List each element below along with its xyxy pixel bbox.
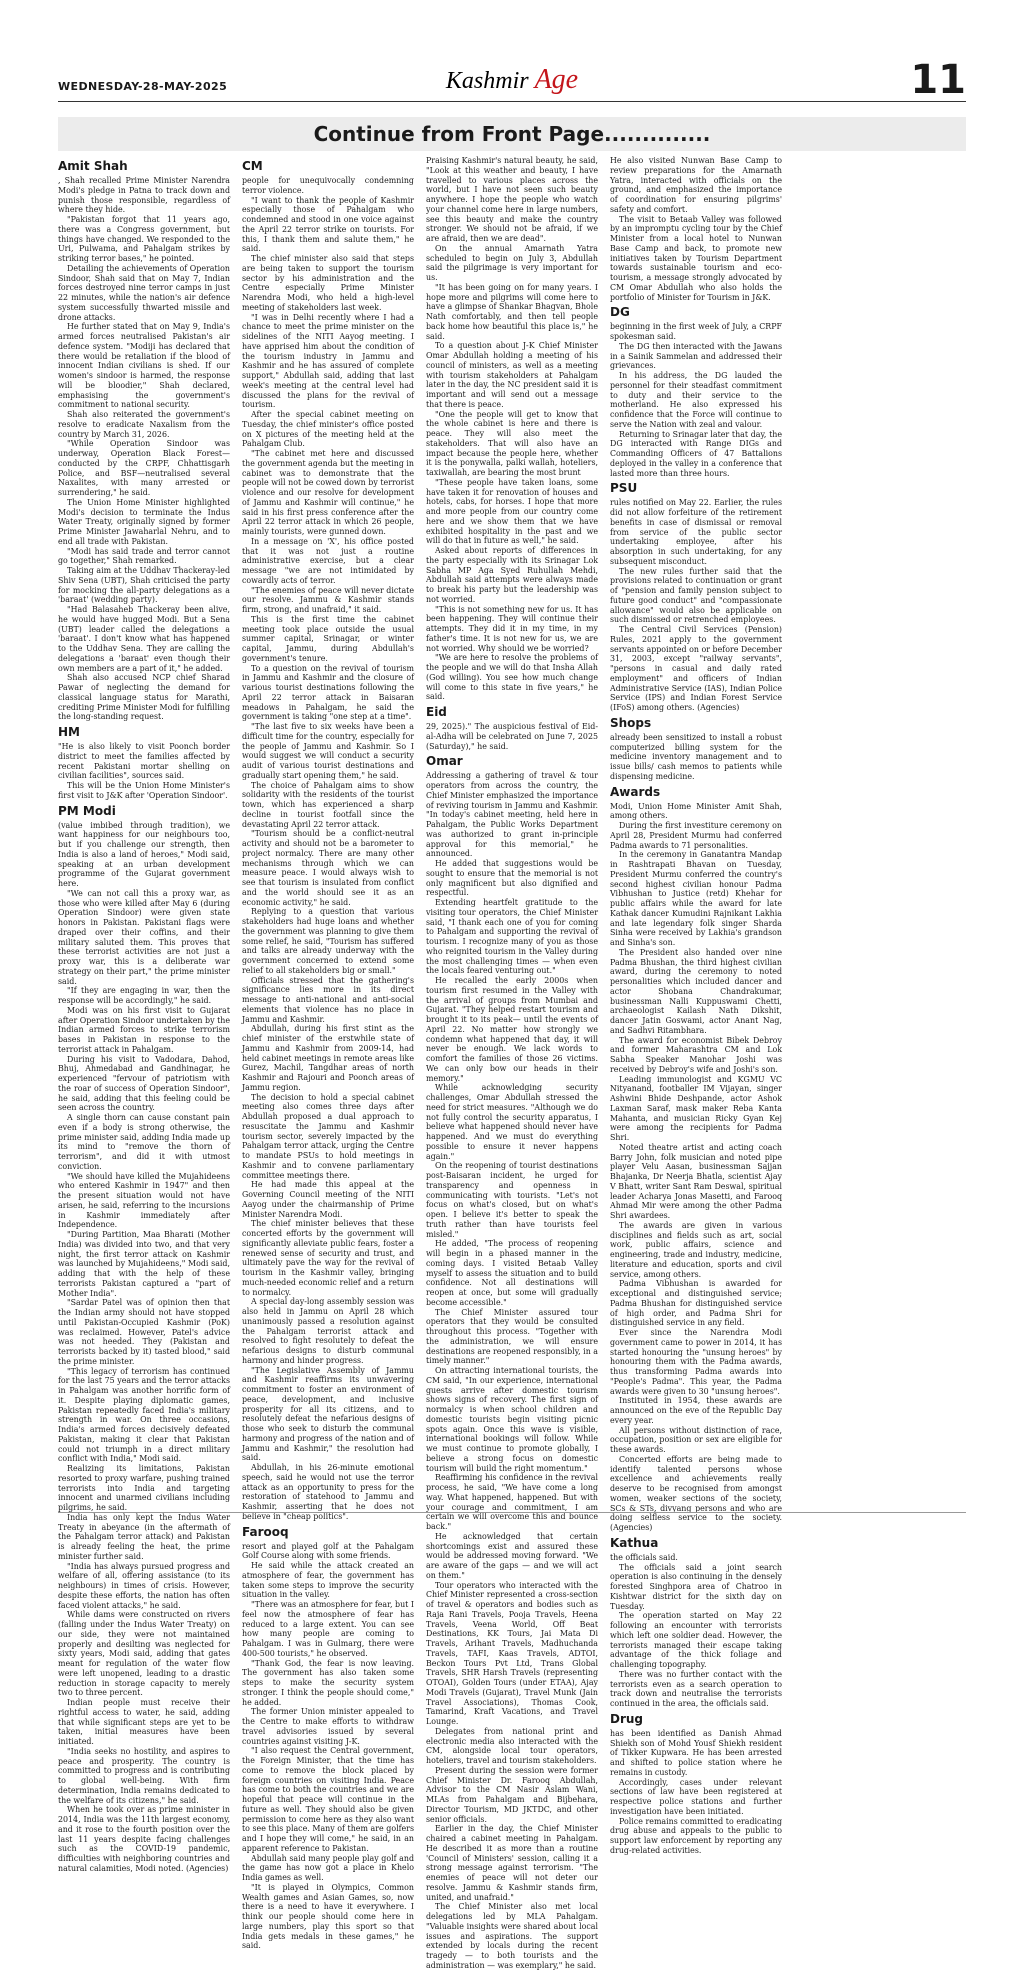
story-paragraph: Instituted in 1954, these awards are announced on the eve of the Republic Day every year. [610, 1396, 782, 1425]
story-paragraph: On attracting international tourists, the CM said, "In our experience, international guests arrive after domestic tourism shows signs of recovery. The first sign of normalcy is when school children and domestic tourists begin visiting picnic spots again. Once this wave is visible, international bookings will follow. While we must continue to promote globally, I believe a strong focus on domestic tourism will build the right momentum." [426, 1366, 598, 1473]
story-paragraph: The new rules further said that the provisions related to continuation or grant of "pension and family pension subject to future good conduct" and "compassionate allowance" would also be applicable on such dismissed or retrenched employees. [610, 566, 782, 625]
story-paragraph: While acknowledging security challenges, Omar Abdullah stressed the need for strict measures. "Although we do not fully control the security apparatus, I believe what happened should never have happened. And we must do everything possible to ensure it never happens again." [426, 1083, 598, 1161]
story-paragraph: "He is also likely to visit Poonch border district to meet the families affected by recent Pakistani mortar shelling on civilian facilities", sources said. [58, 742, 230, 781]
column-2 [242, 156, 414, 1951]
story-paragraph: "Sardar Patel was of opinion then that the Indian army should not have stopped until Pakistan-Occupied Kashmir (PoK) was reclaimed. However, Patel's advice was not heeded. They (Pakistan and terrorists backed by it) tasted blood," said the prime minister. [58, 1298, 230, 1366]
story-paragraph: In his address, the DG lauded the personnel for their steadfast commitment to duty and their service to the motherland. He also expressed his confidence that the Force will continue to serve the Nation with zeal and valour. [610, 371, 782, 429]
article-columns [58, 156, 966, 1970]
story-paragraph: The visit to Betaab Valley was followed by an impromptu cycling tour by the Chief Minister from a local hotel to Nunwan Base Camp and back, to promote new initiatives taken by Tourism Department towards sustainable tourism and eco-tourism, a message strongly advocated by CM Omar Abdullah who also holds the portfolio of Minister for Tourism in J&K. [610, 214, 782, 302]
section-banner: Continue from Front Page.............. [58, 117, 966, 151]
story-paragraph: Abdullah, in his 26-minute emotional speech, said he would not use the terror attack as an opportunity to press for the restoration of statehood to Jammu and Kashmir, asserting that he does not believe in "cheap politics". [242, 1463, 414, 1521]
story-heading: Farooq [242, 1524, 289, 1539]
story-paragraph: The DG then interacted with the Jawans in a Sainik Sammelan and addressed their grievances. [610, 341, 782, 371]
story-paragraph: "Pakistan forgot that 11 years ago, there was a Congress government, but things have changed. We responded to the Uri, Pulwama, and Pahalgam strikes by striking terror bases," he pointed. [58, 215, 230, 263]
story-paragraph: To a question about J-K Chief Minister Omar Abdullah holding a meeting of his council of ministers, as well as a meeting with tourism stakeholders at Pahalgam later in the day, the NC president said it is important and will send out a message that there is peace. [426, 341, 598, 409]
story-paragraph: "I also request the Central government, the Foreign Minister, that the time has come to remove the block placed by foreign countries on visiting India. Peace has come to both the countries and we are hopeful that peace will continue in the future as well. They should also be given permission to come here as they also want to see this place. Many of them are golfers and I hope they will come," he said, in an apparent reference to Pakistan. [242, 1746, 414, 1853]
story-paragraph: "If they are engaging in war, then the response will be accordingly," he said. [58, 986, 230, 1005]
story-heading: DG [610, 305, 630, 320]
story-heading: PSU [610, 481, 638, 496]
story-paragraph: Noted theatre artist and acting coach Barry John, folk musician and noted pipe player Velu Aasan, businessman Sajjan Bhajanka, Dr Neerja Bhatla, scientist Ajay V Bhatt, writer Sant Ram Deswal, spiritual leader Acharya Jonas Masetti, and Farooq Ahmad Mir were among the other Padma Shri awardees. [610, 1142, 782, 1220]
story-paragraph: (value imbibed through tradition), we want happiness for our neighbours too, but if you challenge our strength, then India is also a land of heroes," Modi said, speaking at an urban development programme of the Gujarat government here. [58, 820, 230, 888]
story-paragraph: Ever since the Narendra Modi government came to power in 2014, it has started honouring the "unsung heroes" by honouring them with the Padma awards, thus transforming Padma awards into "People's Padma". This year, the Padma awards were given to 30 "unsung heroes". [610, 1328, 782, 1396]
story-paragraph: Modi was on his first visit to Gujarat after Operation Sindoor undertaken by the Indian armed forces to strike terrorism bases in Pakistan in response to the terrorist attack in Pahalgam. [58, 1005, 230, 1054]
story-paragraph: Indian people must receive their rightful access to water, he said, adding that while significant steps are yet to be taken, initial measures have been initiated. [58, 1698, 230, 1746]
story-paragraph: In the ceremony in Ganatantra Mandap in Rashtrapati Bhavan on Tuesday, President Murmu conferred the country's second highest civilian honour Padma Vibhushan to Justice (retd) Khehar for public affairs while the award for late Kathak dancer Kumudini Rajnikant Lakhia and late legendary folk singer Sharda Sinha were received by Lakhia's grandson and Sinha's son. [610, 850, 782, 947]
story-paragraph: "Modi has said trade and terror cannot go together," Shah remarked. [58, 546, 230, 566]
story-paragraph: A single thorn can cause constant pain even if a body is strong otherwise, the prime minister said, adding India made up its mind to "remove the thorn of terrorism", and did it with utmost conviction. [58, 1113, 230, 1171]
story-paragraph: He also visited Nunwan Base Camp to review preparations for the Amarnath Yatra, interacted with officials on the ground, and emphasized the importance of coordination for ensuring pilgrims' safety and comfort. [610, 156, 782, 214]
story-paragraph: already been sensitized to install a robust computerized billing system for the medicine inventory management and to issue bills/ cash memos to patients while dispensing medicine. [610, 732, 782, 781]
story-paragraph: The former Union minister appealed to the Centre to make efforts to withdraw travel advisories issued by several countries against visiting J-K. [242, 1707, 414, 1746]
story-heading: Kathua [610, 1535, 659, 1550]
story-paragraph: "We can not call this a proxy war, as those who were killed after May 6 (during Operation Sindoor) were given state honors in Pakistan. Pakistani flags were draped over their coffins, and their military saluted them. This proves that these terrorist activities are not just a proxy war, this is a deliberate war strategy on their part," the prime minister said. [58, 888, 230, 986]
story-paragraph: "This is not something new for us. It has been happening. They will continue their attempts. They did it in my time, in my father's time. It is not new for us, we are not worried. Why should we be worried? [426, 604, 598, 653]
story-paragraph: "The Legislative Assembly of Jammu and Kashmir reaffirms its unwavering commitment to foster an environment of peace, development, and inclusive prosperity for all its citizens, and to resolutely defeat the nefarious designs of those who seek to disturb the communal harmony and progress of the nation and of Jammu and Kashmir," the resolution had said. [242, 1365, 414, 1463]
story-paragraph: While dams were constructed on rivers (falling under the Indus Water Treaty) on our side, they were not maintained properly and desilting was neglected for sixty years, Modi said, adding that gates meant for regulation of the water flow were left unopened, leading to a drastic reduction in storage capacity to merely two to three percent. [58, 1610, 230, 1698]
story-paragraph: He recalled the early 2000s when tourism first resumed in the Valley with the arrival of groups from Mumbai and Gujarat. "They helped restart tourism and brought it to its peak— until the events of April 22. No matter how strongly we condemn what happened that day, it will never be enough. We lack words to comfort the families of those 26 victims. We can only bow our heads in their memory." [426, 976, 598, 1083]
story-paragraph: The chief minister also said that steps are being taken to support the tourism sector by his administration and the Centre especially Prime Minister Narendra Modi, who held a high-level meeting of stakeholders last week. [242, 254, 414, 312]
story-paragraph: "Had Balasaheb Thackeray been alive, he would have hugged Modi. But a Sena (UBT) leader called the delegations a 'baraat'. I don't know what has happened to the Uddhav Sena. They are calling the delegations a 'baraat' even though their own members are a part of it," he added. [58, 605, 230, 673]
story-paragraph: Leading immunologist and KGMU VC Nityanand, footballer IM Vijayan, singer Ashwini Bhide Deshpande, actor Ashok Laxman Saraf, mask maker Reba Kanta Mahanta, and musician Ricky Gyan Kej were among the recipients for Padma Shri. [610, 1074, 782, 1142]
story-heading: Omar [426, 754, 463, 769]
story-paragraph: Concerted efforts are being made to identify talented persons whose excellence and achievements really deserve to be recognised from amongst women, weaker sections of the society, SCs & STs, divyang persons and who are doing selfless service to the society. (Agencies) [610, 1454, 782, 1532]
logo-word-kashmir: Kashmir [445, 68, 529, 94]
story-paragraph: Praising Kashmir's natural beauty, he said, "Look at this weather and beauty, I have travelled to various places across the world, but I have not seen such beauty anywhere. I hope the people who watch your channel come here in large numbers, see this beauty and make the country stronger. We should not be afraid, if we are afraid, then we are dead". [426, 156, 598, 243]
story-paragraph: He said while the attack created an atmosphere of fear, the government has taken some steps to improve the security situation in the valley. [242, 1561, 414, 1600]
story-paragraph: This will be the Union Home Minister's first visit to J&K after 'Operation Sindoor'. [58, 781, 230, 800]
story-paragraph: rules notified on May 22. Earlier, the rules did not allow forfeiture of the retirement benefits in case of dismissal or removal from service of the public sector undertaking employee, after his absorption in such undertaking, for any subsequent misconduct. [610, 498, 782, 566]
story-paragraph: The award for economist Bibek Debroy and former Maharashtra CM and Lok Sabha Speaker Manohar Joshi was received by Debroy's wife and Joshi's son. [610, 1035, 782, 1074]
story-paragraph: Realizing its limitations, Pakistan resorted to proxy warfare, pushing trained terrorists into India and targeting innocent and unarmed civilians including pilgrims, he said. [58, 1464, 230, 1512]
story-heading: Eid [426, 705, 447, 719]
story-paragraph: "India seeks no hostility, and aspires to peace and prosperity. The country is committed to progress and is contributing to global well-being. With firm determination, India remains dedicated to the welfare of its citizens," he said. [58, 1746, 230, 1805]
story-heading: HM [58, 725, 80, 739]
story-paragraph: During the first investiture ceremony on April 28, President Murmu had conferred Padma awards to 71 personalities. [610, 821, 782, 850]
story-paragraph: The Central Civil Services (Pension) Rules, 2021 apply to the government servants appointed on or before December 31, 2003, except "railway servants", "persons in casual and daily rated employment" and officers of Indian Administrative Service (IAS), Indian Police Service (IPS) and Indian Forest Service (IFoS) among others. (Agencies) [610, 625, 782, 712]
story-paragraph: This is the first time the cabinet meeting took place outside the usual summer capital, Srinagar, or winter capital, Jammu, during Abdullah's government's tenure. [242, 614, 414, 663]
story-paragraph: He had made this appeal at the Governing Council meeting of the NITI Aayog under the chairmanship of Prime Minister Narendra Modi. [242, 1180, 414, 1219]
page-number: 11 [910, 57, 966, 103]
masthead [58, 56, 966, 103]
story-paragraph: Abdullah said many people play golf and the game has now got a place in Khelo India games as well. [242, 1853, 414, 1882]
story-paragraph: A special day-long assembly session was also held in Jammu on April 28 which unanimously passed a resolution against the Pahalgam terrorist attack and resolved to fight resolutely to defeat the nefarious designs to disturb communal harmony and hinder progress. [242, 1297, 414, 1365]
story-paragraph: Police remains committed to eradicating drug abuse and appeals to the public to support law enforcement by reporting any drug-related activities. [610, 1816, 782, 1855]
story-paragraph: In a message on 'X', his office posted that it was not just a routine administrative exercise, but a clear message "we are not intimidated by cowardly acts of terror. [242, 536, 414, 585]
story-paragraph: Extending heartfelt gratitude to the visiting tour operators, the Chief Minister said, "I thank each one of you for coming to Pahalgam and supporting the revival of tourism. I recognize many of you as those who reignited tourism in the Valley during the most challenging times — when even the locals feared venturing out." [426, 898, 598, 976]
story-paragraph: The Chief Minister assured tour operators that they would be consulted throughout this process. "Together with the administration, we will ensure destinations are reopened responsibly, in a timely manner." [426, 1307, 598, 1366]
story-paragraph: He added, "The process of reopening will begin in a phased manner in the coming days. I visited Betaab Valley myself to assess the situation and to build confidence. Not all destinations will reopen at once, but some will gradually become accessible." [426, 1239, 598, 1307]
story-paragraph: "It has been going on for many years. I hope more and pilgrims will come here to have a glimpse of Shankar Bhagvan, Bhole Nath comfortably, and then tell people back home how beautiful this place is," he said. [426, 282, 598, 341]
story-paragraph: Reaffirming his confidence in the revival process, he said, "We have come a long way. What happened, happened. But with your courage and commitment, I am certain we will overcome this and bounce back." [426, 1473, 598, 1531]
story-paragraph: Returning to Srinagar later that day, the DG interacted with Range DIGs and Commanding Officers of 47 Battalions deployed in the valley in a conference that lasted more than three hours. [610, 429, 782, 478]
story-heading: Shops [610, 715, 652, 730]
story-paragraph: Present during the session were former Chief Minister Dr. Farooq Abdullah, Advisor to the CM Nasir Aslam Wani, MLAs from Pahalgam and Bijbehara, Director Tourism, MD JKTDC, and other senior officials. [426, 1765, 598, 1824]
story-paragraph: "Thank God, the fear is now leaving. The government has also taken some steps to make the security system stronger. I think the people should come," he added. [242, 1658, 414, 1707]
story-paragraph: When he took over as prime minister in 2014, India was the 11th largest economy, and it rose to the fourth position over the last 11 years despite facing challenges such as the COVID-19 pandemic, difficulties with neighboring countries and natural calamities, Modi noted. (Agencies) [58, 1805, 230, 1873]
column-4 [610, 156, 782, 1855]
dateline: WEDNESDAY-28-MAY-2025 [58, 80, 228, 93]
story-paragraph: "The enemies of peace will never dictate our resolve. Jammu & Kashmir stands firm, strong, and unafraid," it said. [242, 585, 414, 614]
story-paragraph: The operation started on May 22 following an encounter with terrorists which left one soldier dead. However, the terrorists managed their escape taking advantage of the thick foliage and challenging topography. [610, 1611, 782, 1669]
story-paragraph: "During Partition, Maa Bharati (Mother India) was divided into two, and that very night, the first terror attack on Kashmir was launched by Mujahideens," Modi said, adding that with the help of these terrorists Pakistan captured a "part of Mother India". [58, 1230, 230, 1298]
story-paragraph: The chief minister believes that these concerted efforts by the government will significantly alleviate public fears, foster a renewed sense of security and trust, and ultimately pave the way for the revival of tourism in the Kashmir valley, bringing much-needed economic relief and a return to normalcy. [242, 1219, 414, 1297]
story-paragraph: Officials stressed that the gathering's significance lies more in its direct message to anti-national and anti-social elements that violence has no place in Jammu and Kashmir. [242, 975, 414, 1024]
story-paragraph: "We are here to resolve the problems of the people and we will do that Insha Allah (God willing). You see how much change will come to this state in five years," he said. [426, 653, 598, 702]
story-paragraph: Addressing a gathering of travel & tour operators from across the country, the Chief Minister emphasized the importance of reviving tourism in Jammu and Kashmir. "In today's cabinet meeting, held here in Pahalgam, the Public Works Department was authorized to grant in-principle approval for this memorial," he announced. [426, 771, 598, 859]
story-paragraph: The Union Home Minister highlighted Modi's decision to terminate the Indus Water Treaty, originally signed by former Prime Minister Jawaharlal Nehru, and to end all trade with Pakistan. [58, 497, 230, 546]
story-heading: CM [242, 159, 263, 173]
story-paragraph: The choice of Pahalgam aims to show solidarity with the residents of the tourist town, which has experienced a sharp decline in tourist footfall since the devastating April 22 terror attack. [242, 780, 414, 829]
story-paragraph: "There was an atmosphere for fear, but I feel now the atmosphere of fear has reduced to a large extent. You can see how many people are coming to Pahalgam. I was in Gulmarg, there were 400-500 tourists," he observed. [242, 1600, 414, 1658]
masthead-rule [58, 101, 966, 102]
story-paragraph: "While Operation Sindoor was underway, Operation Black Forest—conducted by the CRPF, Chhattisgarh Police, and BSF—neutralised several Naxalites, with many arrested or surrendering," he said. [58, 439, 230, 497]
story-paragraph: The Chief Minister also met local delegations led by MLA Pahalgam. "Valuable insights were shared about local issues and aspirations. The support extended by locals during the recent tragedy — to both tourists and the administration — was exemplary," he said. [426, 1902, 598, 1970]
story-paragraph: "It is played in Olympics, Common Wealth games and Asian Games, so, now there is a need to have it everywhere. I think our people should come here in large numbers, play this sport so that India gets medals in these games," he said. [242, 1882, 414, 1951]
story-paragraph: After the special cabinet meeting on Tuesday, the chief minister's office posted on X pictures of the meeting held at the Pahalgam Club. [242, 410, 414, 449]
story-paragraph: "These people have taken loans, some have taken it for renovation of houses and hotels, cabs, for horses. I hope that more and more people from our country come here and we show them that we have exhibited hospitality in the past and we will do that in future as well," he said. [426, 477, 598, 546]
story-heading: PM Modi [58, 803, 116, 818]
story-paragraph: The decision to hold a special cabinet meeting also comes three days after Abdullah proposed a dual approach to resuscitate the Jammu and Kashmir tourism sector, severely impacted by the Pahalgam terror attack, urging the Centre to mandate PSUs to hold meetings in Kashmir and to convene parliamentary committee meetings there. [242, 1092, 414, 1180]
logo-word-age: Age [534, 64, 579, 95]
story-paragraph: Modi, Union Home Minister Amit Shah, among others. [610, 801, 782, 821]
story-paragraph: The awards are given in various disciplines and fields such as art, social work, public affairs, science and engineering, trade and industry, medicine, literature and education, sports and civil service, among others. [610, 1220, 782, 1279]
story-paragraph: Replying to a question that various stakeholders had huge loans and whether the government was planning to give them some relief, he said, "Tourism has suffered and talks are already underway with the government concerned to extend some relief to all stakeholders big or small." [242, 907, 414, 975]
story-paragraph: "The cabinet met here and discussed the government agenda but the meeting in cabinet was to demonstrate that the people will not be cowed down by terrorist violence and our resolve for development of Jammu and Kashmir will continue," he said in his first press conference after the April 22 terror attack in which 26 people, mainly tourists, were gunned down. [242, 449, 414, 536]
story-paragraph: Tour operators who interacted with the Chief Minister represented a cross-section of travel & operators and bodies such as Raja Rani Travels, Pooja Travels, Heena Travels, Veena World, Off Beat Destinations, KK Tours, Jai Mata Di Travels, Arihant Travels, Madhuchanda Travels, TAFI, Kaas Travels, ADTOI, Beckon Tours Pvt Ltd, Trans Global Travels, SHR Harsh Travels (representing OTOAI), Golden Tours (under ETAA), Ajay Modi Travels (Gujarat), Travel Munk (Jain Travel Associations), Thomas Cook, Tamarind, Kraft Vacations, and Travel Lounge. [426, 1580, 598, 1726]
story-paragraph: The President also handed over nine Padma Bhushan, the third highest civilian award, during the ceremony to noted personalities which included dancer and actor Shobana Chandrakumar, businessman Nalli Kuppuswami Chetti, archaeologist Kailash Nath Dikshit, dancer Jatin Goswami, actor Anant Nag, and Sadhvi Ritambhara. [610, 947, 782, 1035]
story-heading: Amit Shah [58, 159, 128, 173]
story-paragraph: Shah also accused NCP chief Sharad Pawar of neglecting the demand for classical language status for Marathi, crediting Prime Minister Modi for fulfilling the long-standing request. [58, 673, 230, 722]
story-paragraph: , Shah recalled Prime Minister Narendra Modi's pledge in Patna to track down and punish those responsible, regardless of where they hide. [58, 176, 230, 215]
story-paragraph: During his visit to Vadodara, Dahod, Bhuj, Ahmedabad and Gandhinagar, he experienced "fervour of patriotism with the roar of success of Operation Sindoor", he said, adding that this feeling could be seen across the country. [58, 1054, 230, 1113]
story-paragraph: There was no further contact with the terrorists even as a search operation to track down and neutralise the terrorists continued in the area, the officials said. [610, 1669, 782, 1708]
story-paragraph: "I was in Delhi recently where I had a chance to meet the prime minister on the sidelines of the NITI Aayog meeting. I have apprised him about the condition of the tourism industry in Jammu and Kashmir and he has assured of complete support," Abdullah said, adding that last week's meeting at the central level had discussed the plans for the revival of tourism. [242, 312, 414, 410]
story-paragraph: 29, 2025)." The auspicious festival of Eid-al-Adha will be celebrated on June 7, 2025 (Saturday)," he said. [426, 722, 598, 751]
story-paragraph: He acknowledged that certain shortcomings exist and assured these would be addressed moving forward. "We are aware of the gaps — and we will act on them." [426, 1531, 598, 1580]
footer-rule [58, 1512, 966, 1513]
story-paragraph: beginning in the first week of July, a CRPF spokesman said. [610, 322, 782, 341]
story-paragraph: "One the people will get to know that the whole cabinet is here and there is peace. They will also meet the stakeholders. That will also have an impact because the people here, whether it is the ponywalla, palki wallah, hoteliers, taxiwallah, are bearing the most brunt [426, 409, 598, 477]
newspaper-logo [58, 64, 966, 96]
story-paragraph: India has only kept the Indus Water Treaty in abeyance (in the aftermath of the Pahalgam terror attack) and Pakistan is already feeling the heat, the prime minister further said. [58, 1512, 230, 1561]
story-paragraph: resort and played golf at the Pahalgam Golf Course along with some friends. [242, 1541, 414, 1561]
story-paragraph: To a question on the revival of tourism in Jammu and Kashmir and the closure of various tourist destinations following the April 22 terror attack in Baisaran meadows in Pahalgam, he said the government is taking "one step at a time". [242, 663, 414, 722]
column-3 [426, 156, 598, 1970]
story-paragraph: The officials said a joint search operation is also continuing in the densely forested Singhpora area of Chatroo in Kishtwar district for the sixth day on Tuesday. [610, 1562, 782, 1611]
story-paragraph: Taking aim at the Uddhav Thackeray-led Shiv Sena (UBT), Shah criticised the party for mocking the all-party delegations as a 'baraat' (wedding party). [58, 566, 230, 605]
story-paragraph: He further stated that on May 9, India's armed forces neutralised Pakistan's air defence system. "Modiji has declared that there would be retaliation if the blood of innocent Indian civilians is shed. If our women's sindoor is harmed, the response will be bloodier," Shah declared, emphasising the government's commitment to national security. [58, 322, 230, 410]
story-paragraph: Abdullah, during his first stint as the chief minister of the erstwhile state of Jammu and Kashmir from 2009-14, had held cabinet meetings in remote areas like Gurez, Machil, Tangdhar areas of north Kashmir and Rajouri and Poonch areas of Jammu region. [242, 1024, 414, 1092]
story-paragraph: Delegates from national print and electronic media also interacted with the CM, alongside local tour operators, hoteliers, travel and tourism stakeholders. [426, 1726, 598, 1765]
story-paragraph: On the reopening of tourist destinations post-Baisaran incident, he urged for transparency and openness in communicating with tourists. "Let's not focus on what's closed, but on what's open. I believe it's better to speak the truth rather than have tourists feel misled." [426, 1161, 598, 1239]
column-5 [794, 156, 966, 1506]
story-heading: Drug [610, 1711, 644, 1726]
story-paragraph: "The last five to six weeks have been a difficult time for the country, especially for the people of Jammu and Kashmir. So I would suggest we will conduct a security audit of various tourist destinations and gradually start opening them," he said. [242, 722, 414, 780]
story-paragraph: Padma Vibhushan is awarded for exceptional and distinguished service; Padma Bhushan for distinguished service of high order, and Padma Shri for distinguished service in any field. [610, 1279, 782, 1328]
story-paragraph: Asked about reports of differences in the party especially with its Srinagar Lok Sabha MP Aga Syed Ruhullah Mehdi, Abdullah said attempts were always made to break his party but the leadership was not worried. [426, 546, 598, 604]
story-paragraph: "We should have killed the Mujahideens who entered Kashmir in 1947" and then the present situation would not have arisen, he said, referring to the incursions in Kashmir immediately after Independence. [58, 1171, 230, 1230]
story-paragraph: Earlier in the day, the Chief Minister chaired a cabinet meeting in Pahalgam. He described it as more than a routine 'Council of Ministers' session, calling it a strong message against terrorism. "The enemies of peace will not deter our resolve. Jammu & Kashmir stands firm, united, and unafraid." [426, 1824, 598, 1902]
story-paragraph: the officials said. [610, 1552, 678, 1562]
story-heading: Awards [610, 784, 661, 799]
story-paragraph: Shah also reiterated the government's resolve to eradicate Naxalism from the country by March 31, 2026. [58, 410, 230, 439]
story-paragraph: Detailing the achievements of Operation Sindoor, Shah said that on May 7, Indian forces destroyed nine terror camps in just 22 minutes, while the nation's air defence system successfully thwarted missile and drone attacks. [58, 263, 230, 322]
story-paragraph: All persons without distinction of race, occupation, position or sex are eligible for these awards. [610, 1425, 782, 1454]
story-paragraph: has been identified as Danish Ahmad Shiekh son of Mohd Yousf Shiekh resident of Tikker Kupwara. He has been arrested and shifted to police station where he remains in custody. [610, 1728, 782, 1777]
story-paragraph: He added that suggestions would be sought to ensure that the memorial is not only magnificent but also dignified and respectful. [426, 859, 598, 898]
story-paragraph: Accordingly, cases under relevant sections of law have been registered at respective police stations and further investigation have been initiated. [610, 1777, 782, 1816]
story-paragraph: "India has always pursued progress and welfare of all, offering assistance (to its neighbours) in times of crisis. However, despite these efforts, the nation has often faced violent attacks," he said. [58, 1561, 230, 1610]
story-paragraph: people for unequivocally condemning terror violence. [242, 176, 414, 195]
column-1 [58, 156, 230, 1873]
story-paragraph: On the annual Amarnath Yatra scheduled to begin on July 3, Abdullah said the pilgrimage is very important for us. [426, 243, 598, 282]
story-paragraph: "Tourism should be a conflict-neutral activity and should not be a barometer to project normalcy. There are many other mechanisms through which we can measure peace. I would always wish to see that tourism is insulated from conflict and the world should see it as an economic activity," he said. [242, 829, 414, 907]
story-paragraph: "I want to thank the people of Kashmir especially those of Pahalgam who condemned and stood in one voice against the April 22 terror strike on tourists. For this, I thank them and salute them," he said. [242, 195, 414, 254]
story-paragraph: "This legacy of terrorism has continued for the last 75 years and the terror attacks in Pahalgam was another horrific form of it. Despite playing diplomatic games, Pakistan repeatedly faced India's military strength in war. On three occasions, India's armed forces decisively defeated Pakistan, making it clear that Pakistan could not triumph in a direct military conflict with India," Modi said. [58, 1366, 230, 1464]
